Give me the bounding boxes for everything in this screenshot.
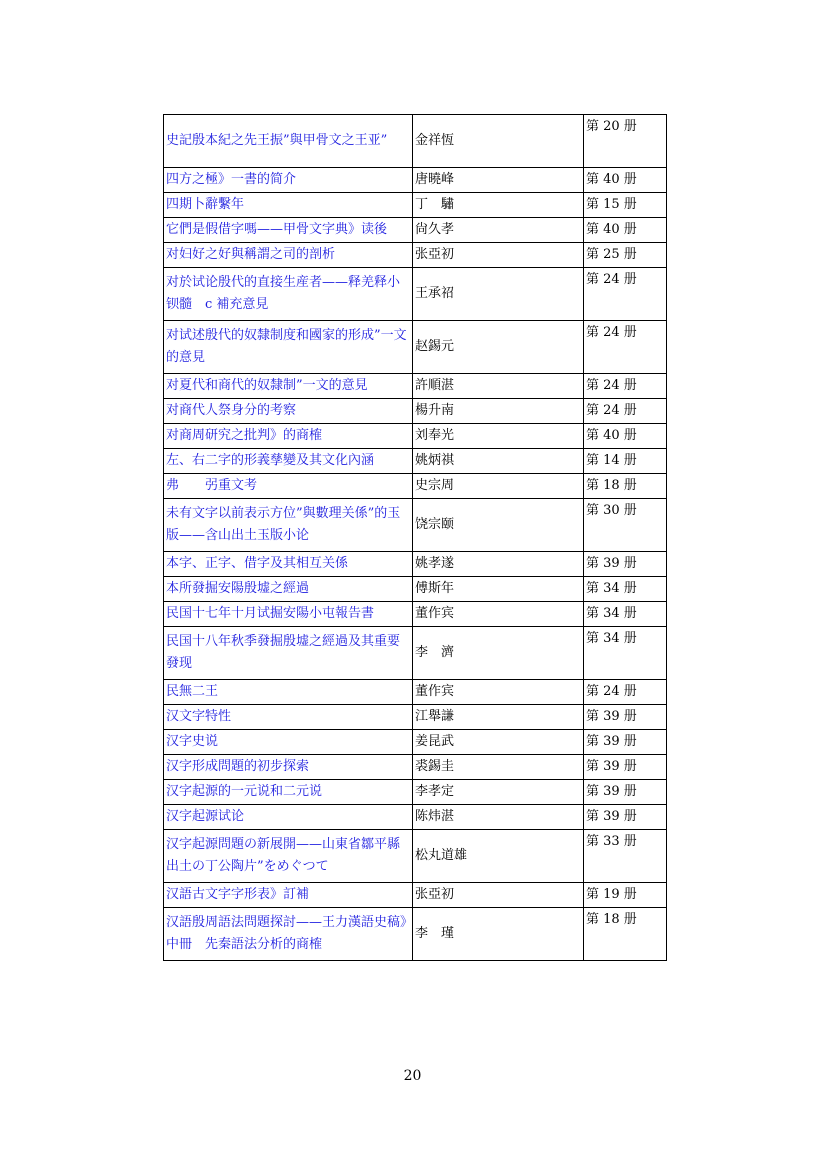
article-title-cell: 对於试论殷代的直接生産者——释羌释小钡髓 c 補充意見 — [164, 268, 413, 321]
volume-cell: 第 24 册 — [584, 321, 667, 374]
volume-cell: 第 18 册 — [584, 474, 667, 499]
author-cell: 唐曉峰 — [413, 168, 584, 193]
volume-cell: 第 39 册 — [584, 805, 667, 830]
article-title-cell: 对夏代和商代的奴隸制”一文的意見 — [164, 374, 413, 399]
author-cell: 赵錫元 — [413, 321, 584, 374]
table-row — [164, 499, 667, 552]
author-cell: 张亞初 — [413, 883, 584, 908]
table-row — [164, 243, 667, 268]
table-row — [164, 321, 667, 374]
article-title-cell: 本所發掘安陽殷墟之經過 — [164, 577, 413, 602]
article-title-cell: 它們是假借字嗎——甲骨文字典》读後 — [164, 218, 413, 243]
volume-cell: 第 39 册 — [584, 730, 667, 755]
volume-cell: 第 14 册 — [584, 449, 667, 474]
volume-cell: 第 39 册 — [584, 705, 667, 730]
author-cell: 王承祒 — [413, 268, 584, 321]
article-title-cell: 汉字形成問題的初步探索 — [164, 755, 413, 780]
author-cell: 姚炳祺 — [413, 449, 584, 474]
article-title-cell: 对试述殷代的奴隸制度和國家的形成”一文的意見 — [164, 321, 413, 374]
article-title-cell: 汉字史说 — [164, 730, 413, 755]
author-cell: 楊升南 — [413, 399, 584, 424]
article-title-cell: 左、右二字的形義孳變及其文化內涵 — [164, 449, 413, 474]
table-row — [164, 268, 667, 321]
table-row — [164, 805, 667, 830]
author-cell: 李 瑾 — [413, 908, 584, 961]
volume-cell: 第 40 册 — [584, 168, 667, 193]
table-row — [164, 780, 667, 805]
volume-cell: 第 30 册 — [584, 499, 667, 552]
table-row — [164, 193, 667, 218]
article-title-cell: 汉文字特性 — [164, 705, 413, 730]
author-cell: 李孝定 — [413, 780, 584, 805]
author-cell: 松丸道雄 — [413, 830, 584, 883]
volume-cell: 第 25 册 — [584, 243, 667, 268]
author-cell: 李 濟 — [413, 627, 584, 680]
author-cell: 姚孝遂 — [413, 552, 584, 577]
author-cell: 史宗周 — [413, 474, 584, 499]
author-cell: 陈炜湛 — [413, 805, 584, 830]
article-title-cell: 四期卜辭繫年 — [164, 193, 413, 218]
table-row — [164, 908, 667, 961]
author-cell: 傅斯年 — [413, 577, 584, 602]
table-row — [164, 627, 667, 680]
article-title-cell: 弗 弜重文考 — [164, 474, 413, 499]
table-row — [164, 680, 667, 705]
volume-cell: 第 34 册 — [584, 577, 667, 602]
author-cell: 姜昆武 — [413, 730, 584, 755]
article-title-cell: 民無二王 — [164, 680, 413, 705]
article-title-cell: 汉字起源問題の新展開——山東省鄒平縣出土の丁公陶片”をめぐつて — [164, 830, 413, 883]
volume-cell: 第 18 册 — [584, 908, 667, 961]
volume-cell: 第 19 册 — [584, 883, 667, 908]
author-cell: 丁 驌 — [413, 193, 584, 218]
author-cell: 江舉謙 — [413, 705, 584, 730]
article-title-cell: 汉語殷周語法問題探討——王力漢語史稿》中冊 先秦語法分析的商榷 — [164, 908, 413, 961]
article-title-cell: 史記殷本紀之先王振”與甲骨文之王亚” — [164, 115, 413, 168]
table-row — [164, 552, 667, 577]
article-title-cell: 对妇好之好與稱謂之司的剖析 — [164, 243, 413, 268]
author-cell: 饶宗颐 — [413, 499, 584, 552]
volume-cell: 第 34 册 — [584, 602, 667, 627]
volume-cell: 第 39 册 — [584, 780, 667, 805]
table-row — [164, 830, 667, 883]
table-row — [164, 602, 667, 627]
article-title-cell: 民国十八年秋季發掘殷墟之經過及其重要發现 — [164, 627, 413, 680]
volume-cell: 第 24 册 — [584, 374, 667, 399]
article-title-cell: 未有文字以前表示方位”與數理关係”的玉版——含山出土玉版小论 — [164, 499, 413, 552]
article-title-cell: 四方之極》一書的简介 — [164, 168, 413, 193]
author-cell: 董作宾 — [413, 680, 584, 705]
volume-cell: 第 33 册 — [584, 830, 667, 883]
volume-cell: 第 24 册 — [584, 680, 667, 705]
volume-cell: 第 34 册 — [584, 627, 667, 680]
volume-cell: 第 39 册 — [584, 552, 667, 577]
table-row — [164, 399, 667, 424]
author-cell: 刘奉光 — [413, 424, 584, 449]
article-title-cell: 汉語古文字字形表》訂補 — [164, 883, 413, 908]
table-row — [164, 577, 667, 602]
author-cell: 許順湛 — [413, 374, 584, 399]
author-cell: 张亞初 — [413, 243, 584, 268]
table-row — [164, 705, 667, 730]
author-cell: 金祥恆 — [413, 115, 584, 168]
author-cell: 裘錫圭 — [413, 755, 584, 780]
article-title-cell: 汉字起源试论 — [164, 805, 413, 830]
author-cell: 尙久孝 — [413, 218, 584, 243]
article-title-cell: 对商代人祭身分的考察 — [164, 399, 413, 424]
table-row — [164, 730, 667, 755]
article-title-cell: 汉字起源的一元说和二元说 — [164, 780, 413, 805]
table-row — [164, 883, 667, 908]
table-body — [164, 115, 667, 961]
page-number: 20 — [403, 1068, 422, 1084]
volume-cell: 第 20 册 — [584, 115, 667, 168]
volume-cell: 第 39 册 — [584, 755, 667, 780]
author-cell: 董作宾 — [413, 602, 584, 627]
volume-cell: 第 15 册 — [584, 193, 667, 218]
volume-cell: 第 24 册 — [584, 268, 667, 321]
table-row — [164, 168, 667, 193]
article-title-cell: 对商周研究之批判》的商榷 — [164, 424, 413, 449]
article-title-cell: 本字、正字、借字及其相互关係 — [164, 552, 413, 577]
table-row — [164, 424, 667, 449]
volume-cell: 第 40 册 — [584, 218, 667, 243]
table-row — [164, 449, 667, 474]
table-row — [164, 755, 667, 780]
table-row — [164, 474, 667, 499]
table-row — [164, 374, 667, 399]
article-title-cell: 民国十七年十月试掘安陽小屯報告書 — [164, 602, 413, 627]
article-index-table — [163, 114, 667, 961]
table-row — [164, 115, 667, 168]
volume-cell: 第 24 册 — [584, 399, 667, 424]
volume-cell: 第 40 册 — [584, 424, 667, 449]
table-row — [164, 218, 667, 243]
